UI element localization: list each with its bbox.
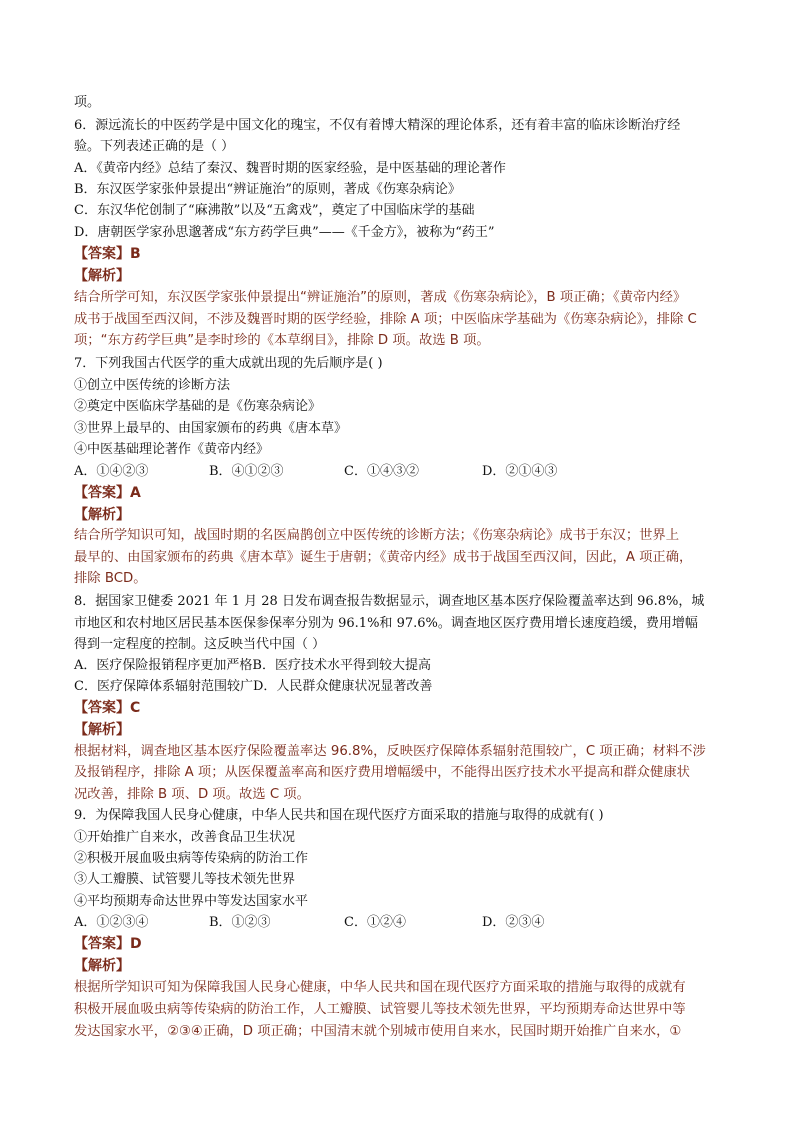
question-8-explanation-2: 及报销程序，排除 A 项；从医保覆盖率高和医疗费用增幅缓中，不能得出医疗技术水平提高和群众健康状 bbox=[74, 765, 690, 780]
question-9-answer: 【答案】D bbox=[74, 936, 142, 952]
option-d: D．人民群众健康状况显著改善 bbox=[252, 679, 433, 694]
question-7-explanation-1: 结合所学知识可知，战国时期的名医扁鹊创立中医传统的诊断方法；《伤寒杂病论》成书于东汉；世界上 bbox=[74, 528, 680, 543]
question-6-option-b: B．东汉医学家张仲景提出“辨证施治”的原则，著成《伤寒杂病论》 bbox=[74, 182, 461, 197]
question-6-option-c: C．东汉华佗创制了“麻沸散”以及“五禽戏”，奠定了中国临床学的基础 bbox=[74, 203, 475, 218]
question-9-item-1: ①开始推广自来水，改善食品卫生状况 bbox=[74, 830, 296, 845]
question-7-options bbox=[74, 462, 734, 482]
question-9-explanation-1: 根据所学知识可知为保障我国人民身心健康，中华人民共和国在现代医疗方面采取的措施与取得的成就有 bbox=[74, 980, 686, 995]
option-a: A．①④②③ bbox=[74, 464, 149, 479]
question-8-explanation-1: 根据材料，调查地区基本医疗保险覆盖率达 96.8%，反映医疗保障体系辐射范围较广，C 项正确；材料不涉 bbox=[74, 744, 706, 759]
question-9-explanation-3: 发达国家水平，②③④正确，D 项正确；中国清末就个别城市使用自来水，民国时期开始推广自来水，① bbox=[74, 1024, 682, 1039]
question-7-explanation-3: 排除 BCD。 bbox=[74, 571, 147, 586]
text-line: 项。 bbox=[74, 95, 101, 110]
question-9-item-2: ②积极开展血吸虫病等传染病的防治工作 bbox=[74, 851, 309, 866]
question-8-stem-1: 8．据国家卫健委 2021 年 1 月 28 日发布调查报告数据显示，调查地区基本医疗保险覆盖率达到 96.8%，城 bbox=[74, 594, 705, 609]
question-9-item-3: ③人工瓣膜、试管婴儿等技术领先世界 bbox=[74, 872, 296, 887]
question-7-answer: 【答案】A bbox=[74, 485, 141, 501]
question-9-options bbox=[74, 913, 734, 933]
option-c: C．医疗保障体系辐射范围较广 bbox=[74, 679, 253, 694]
question-9-explanation-2: 积极开展血吸虫病等传染病的防治工作，人工瓣膜、试管婴儿等技术领先世界，平均预期寿命达世界中等 bbox=[74, 1002, 686, 1017]
option-b: B．医疗技术水平得到较大提高 bbox=[252, 658, 431, 673]
question-8-answer: 【答案】C bbox=[74, 700, 141, 716]
option-a: A．①②③④ bbox=[74, 915, 149, 930]
question-6-explanation-3: 项；“东方药学巨典”是李时珍的《本草纲目》，排除 D 项。故选 B 项。 bbox=[74, 333, 490, 348]
question-6-answer: 【答案】B bbox=[74, 246, 141, 262]
option-b: B．①②③ bbox=[209, 915, 271, 930]
question-9-stem: 9．为保障我国人民身心健康，中华人民共和国在现代医疗方面采取的措施与取得的成就有( ) bbox=[74, 808, 604, 823]
question-6-explanation-2: 成书于战国至西汉间，不涉及魏晋时期的医学经验，排除 A 项；中医临床学基础为《伤寒杂病论》，排除 C bbox=[74, 312, 697, 327]
question-6-analysis-label: 【解析】 bbox=[74, 268, 130, 284]
question-6-option-d: D．唐朝医学家孙思邈著成“东方药学巨典”——《千金方》，被称为“药王” bbox=[74, 225, 495, 240]
option-a: A．医疗保险报销程序更加严格 bbox=[74, 658, 253, 673]
question-8-stem-3: 得到一定程度的控制。这反映当代中国（ ） bbox=[74, 637, 326, 652]
question-6-stem-cont: 验。下列表述正确的是（ ） bbox=[74, 139, 235, 154]
question-9-analysis-label: 【解析】 bbox=[74, 958, 130, 974]
question-9-item-4: ④平均预期寿命达世界中等发达国家水平 bbox=[74, 894, 309, 909]
option-d: D．②①④③ bbox=[482, 464, 558, 479]
question-7-item-3: ③世界上最早的、由国家颁布的药典《唐本草》 bbox=[74, 421, 348, 436]
question-7-explanation-2: 最早的、由国家颁布的药典《唐本草》诞生于唐朝；《黄帝内经》成书于战国至西汉间，因此，A 项正确， bbox=[74, 550, 693, 565]
question-7-stem: 7．下列我国古代医学的重大成就出现的先后顺序是( ) bbox=[74, 356, 383, 371]
question-7-item-2: ②奠定中医临床学基础的是《伤寒杂病论》 bbox=[74, 399, 322, 414]
option-c: C．①④③② bbox=[344, 464, 419, 479]
question-8-analysis-label: 【解析】 bbox=[74, 722, 130, 738]
question-6-stem: 6．源远流长的中医药学是中国文化的瑰宝，不仅有着博大精深的理论体系，还有着丰富的临床诊断治疗经 bbox=[74, 118, 681, 133]
option-d: D．②③④ bbox=[482, 915, 545, 930]
question-7-analysis-label: 【解析】 bbox=[74, 507, 130, 523]
option-b: B．④①②③ bbox=[209, 464, 284, 479]
question-8-options-row-2 bbox=[74, 677, 734, 697]
question-6-explanation-1: 结合所学可知，东汉医学家张仲景提出“辨证施治”的原则，著成《伤寒杂病论》，B 项正确；《黄帝内经》 bbox=[74, 290, 687, 305]
question-6-option-a: A．《黄帝内经》总结了秦汉、魏晋时期的医家经验，是中医基础的理论著作 bbox=[74, 161, 506, 176]
question-7-item-1: ①创立中医传统的诊断方法 bbox=[74, 378, 231, 393]
question-7-item-4: ④中医基础理论著作《黄帝内经》 bbox=[74, 442, 270, 457]
option-c: C．①②④ bbox=[344, 915, 406, 930]
question-8-options-row-1 bbox=[74, 656, 734, 676]
question-8-stem-2: 市地区和农村地区居民基本医保参保率分别为 96.1%和 97.6%。调查地区医疗费用增长速度趋缓，费用增幅 bbox=[74, 616, 698, 631]
question-8-explanation-3: 况改善，排除 B 项、D 项。故选 C 项。 bbox=[74, 787, 310, 802]
